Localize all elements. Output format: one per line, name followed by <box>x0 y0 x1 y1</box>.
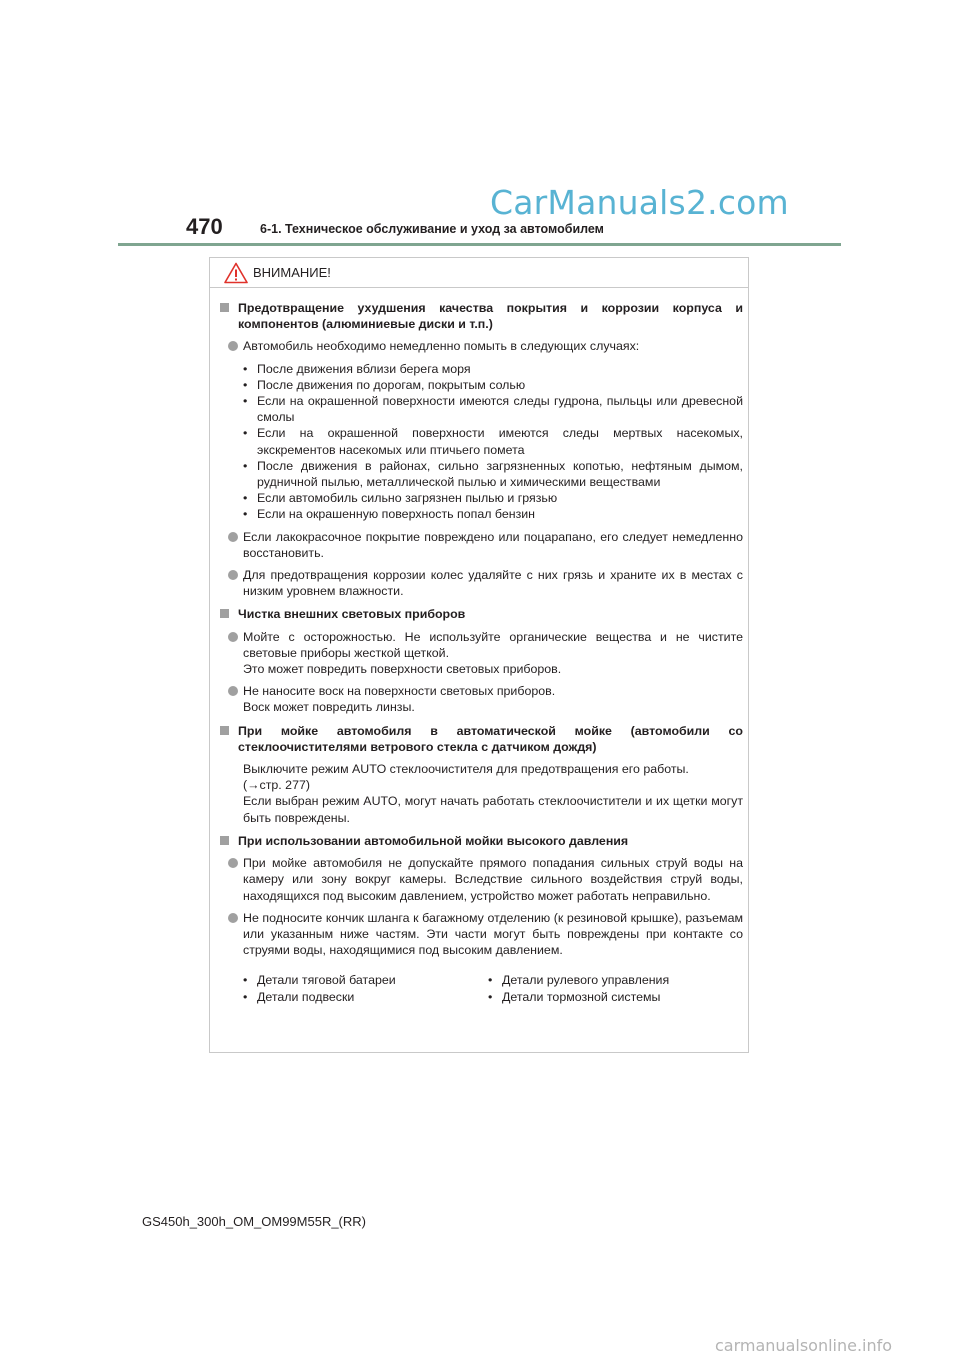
bullet-icon: • <box>488 973 493 988</box>
circle-item-text: Не подносите кончик шланга к багажному отделению (к резиновой крышке), разъемам или указанным ниже частям. Эти части могут быть повреждены при контакте со струями воды, находящимися под высоким давлением. <box>243 910 743 958</box>
circle-item <box>220 683 743 715</box>
paragraph-text: Если выбран режим AUTO, могут начать работать стеклоочистители и их щетки могут быть повреждены. <box>243 794 743 825</box>
circle-marker-icon <box>228 532 238 542</box>
bullet-item <box>488 989 733 1005</box>
circle-item <box>220 529 743 561</box>
parts-column-right <box>488 972 733 1004</box>
warning-content <box>220 300 743 1005</box>
circle-item-text: Если лакокрасочное покрытие повреждено или поцарапано, его следует немедленно восстановить. <box>243 529 743 560</box>
square-marker-icon <box>220 726 229 735</box>
circle-item <box>220 629 743 678</box>
bullet-icon: • <box>243 973 248 988</box>
bullet-icon: • <box>488 989 493 1004</box>
heading-automatic-car-wash <box>220 723 743 755</box>
watermark-bottom: carmanualsonline.info <box>715 1336 893 1355</box>
bullet-item <box>243 393 743 425</box>
bullet-text: Если автомобиль сильно загрязнен пылью и грязью <box>257 491 558 506</box>
circle-item-text: При мойке автомобиля не допускайте прямого попадания сильных струй воды на камеру или зону вокруг камеры. Вследствие сильного воздействия струй воды, находящихся под высоким давлением, устройство может работать неправильно. <box>243 856 743 903</box>
square-marker-icon <box>220 836 229 845</box>
circle-item-text: Мойте с осторожностью. Не используйте органические вещества и не чистите световые приборы жесткой щеткой. <box>243 629 743 660</box>
heading-text: Чистка внешних световых приборов <box>238 607 466 622</box>
bullet-icon: • <box>243 507 248 522</box>
circle-marker-icon <box>228 686 238 696</box>
circle-item <box>220 910 743 959</box>
bullet-icon: • <box>243 394 248 409</box>
reference-open: ( <box>243 778 248 793</box>
heading-text: Предотвращение ухудшения качества покрытия и коррозии корпуса и компонентов (алюминиевые диски и т.п.) <box>238 301 743 332</box>
bullet-icon: • <box>243 361 248 376</box>
bullet-text: После движения вблизи берега моря <box>257 361 471 376</box>
parts-two-column-list <box>220 972 743 1004</box>
bullet-item <box>243 490 743 506</box>
bullet-icon: • <box>243 377 248 392</box>
heading-text: При использовании автомобильной мойки высокого давления <box>238 833 629 848</box>
circle-marker-icon <box>228 341 238 351</box>
parts-column-left <box>243 972 488 1004</box>
bullet-text: Детали подвески <box>257 989 355 1004</box>
bullet-item <box>243 458 743 490</box>
bullet-item <box>243 506 743 522</box>
circle-marker-icon <box>228 913 238 923</box>
bullet-text: Детали тяговой батареи <box>257 973 396 988</box>
bullet-icon: • <box>243 491 248 506</box>
arrow-right-icon: → <box>247 778 260 793</box>
circle-item-text: Автомобиль необходимо немедленно помыть в следующих случаях: <box>243 339 640 354</box>
circle-item-text: Это может повредить поверхности световых приборов. <box>243 662 562 677</box>
bullet-item <box>243 425 743 457</box>
bullet-text: Детали тормозной системы <box>502 989 661 1004</box>
reference-text: стр. 277) <box>259 778 310 793</box>
page-reference <box>243 777 743 793</box>
footer-code: GS450h_300h_OM_OM99M55R_(RR) <box>142 1214 366 1229</box>
warning-header <box>210 258 748 288</box>
bullet-icon: • <box>243 458 248 473</box>
warning-box <box>209 257 749 1053</box>
bullet-item <box>243 361 743 377</box>
heading-exterior-lights <box>220 606 743 622</box>
circle-item-text: Воск может повредить линзы. <box>243 700 415 715</box>
circle-marker-icon <box>228 570 238 580</box>
bullet-icon: • <box>243 426 248 441</box>
circle-marker-icon <box>228 858 238 868</box>
heading-high-pressure-wash <box>220 833 743 849</box>
bullet-text: После движения в районах, сильно загрязненных копотью, нефтяным дымом, рудничной пылью, металлической пылью и химическими веществами <box>257 458 743 490</box>
paragraph-text: Выключите режим AUTO стеклоочистителя для предотвращения его работы. <box>243 762 689 777</box>
heading-text: При мойке автомобиля в автоматической мойке (автомобили со стеклоочистителями ветрового стекла с датчиком дождя) <box>238 723 743 754</box>
bullet-list <box>220 361 743 523</box>
page-number: 470 <box>186 214 223 239</box>
warning-triangle-icon <box>224 262 248 284</box>
paragraph <box>220 761 743 826</box>
bullet-item <box>488 972 733 988</box>
bullet-icon: • <box>243 989 248 1004</box>
watermark-top: CarManuals2.com <box>490 183 789 222</box>
heading-paint-corrosion <box>220 300 743 332</box>
circle-item <box>220 338 743 354</box>
circle-item <box>220 567 743 599</box>
circle-marker-icon <box>228 632 238 642</box>
circle-item-text: Для предотвращения коррозии колес удаляйте с них грязь и храните их в местах с низким уровнем влажности. <box>243 568 743 599</box>
header-rule <box>118 243 841 246</box>
bullet-text: Если на окрашенную поверхность попал бензин <box>257 507 536 522</box>
square-marker-icon <box>220 303 229 312</box>
circle-item-text: Не наносите воск на поверхности световых приборов. <box>243 684 556 699</box>
warning-title: ВНИМАНИЕ! <box>253 265 331 280</box>
section-title: 6-1. Техническое обслуживание и уход за автомобилем <box>260 222 604 236</box>
circle-item <box>220 855 743 904</box>
bullet-item <box>243 972 488 988</box>
bullet-item <box>243 989 488 1005</box>
bullet-text: Если на окрашенной поверхности имеются следы мертвых насекомых, экскрементов насекомых или птичьего помета <box>257 426 743 457</box>
bullet-text: Если на окрашенной поверхности имеются следы гудрона, пыльцы или древесной смолы <box>257 394 743 425</box>
square-marker-icon <box>220 609 229 618</box>
bullet-text: После движения по дорогам, покрытым солью <box>257 377 526 392</box>
bullet-item <box>243 377 743 393</box>
bullet-text: Детали рулевого управления <box>502 973 670 988</box>
